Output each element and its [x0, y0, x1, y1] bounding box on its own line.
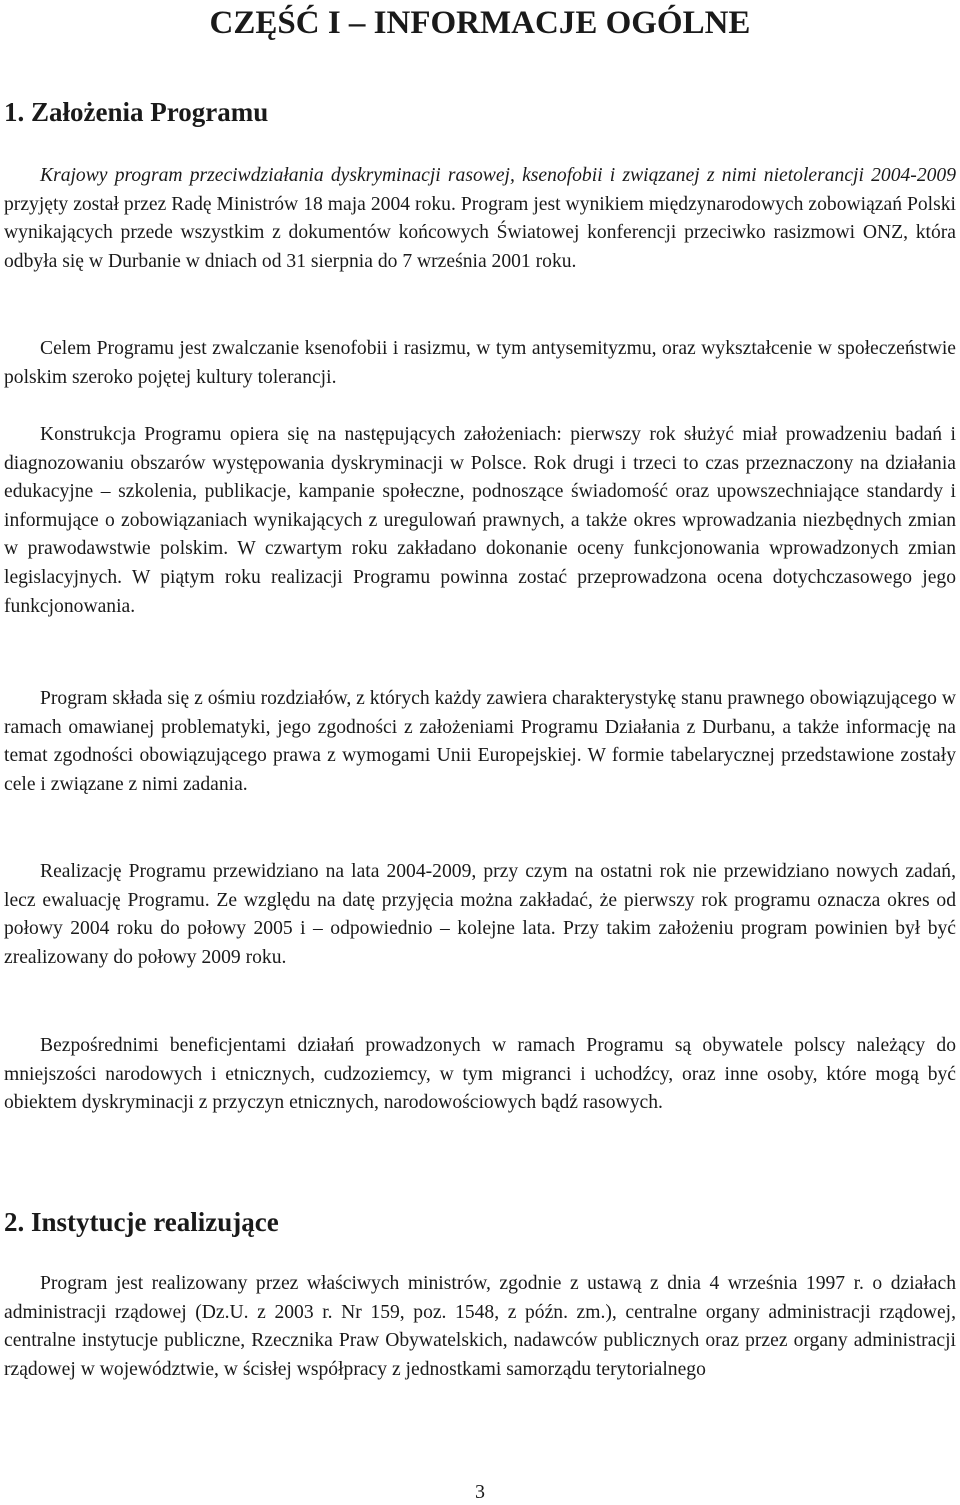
paragraph-institutions: Program jest realizowany przez właściwych ministrów, zgodnie z ustawą z dnia 4 września 1997 r. o działach administracji rządowej (Dz.U. z 2003 r. Nr 159, poz. 1548, z późn. zm.), centralne organy administracji rządowej, centralne instytucje publiczne, Rzecznika Praw Obywatelskich, nadawców publicznych oraz przez organy administracji rządowej w województwie, w ścisłej współpracy z jednostkami samorządu terytorialnego [4, 1273, 956, 1380]
paragraph-program-structure: Konstrukcja Programu opiera się na następujących założeniach: pierwszy rok służyć miał prowadzeniu badań i diagnozowaniu obszarów występowania dyskryminacji w Polsce. Rok drugi i trzeci to czas przeznaczony na działania edukacyjne – szkolenia, publikacje, kampanie społeczne, podnoszące świadomość oraz upowszechniające standardy i informujące o zobowiązaniach wynikających z uregulowań prawnych, a także okres wprowadzania niezbędnych zmian w prawodawstwie polskim. W czwartym roku zakładano dokonanie oceny funkcjonowania wprowadzonych zmian legislacyjnych. W piątym roku realizacji Programu powinna zostać przeprowadzona ocena dotychczasowego jego funkcjonowania. [4, 424, 956, 617]
paragraph-program-intro [4, 162, 956, 276]
paragraph-program-chapters: Program składa się z ośmiu rozdziałów, z których każdy zawiera charakterystykę stanu prawnego obowiązującego w ramach omawianej problematyki, jego zgodności z założeniami Programu Działania z Durbanu, a także informację na temat zgodności obowiązującego prawa z wymogami Unii Europejskiej. W formie tabelarycznej przedstawione zostały cele i związane z nimi zadania. [4, 688, 956, 795]
paragraph-text: przyjęty został przez Radę Ministrów 18 maja 2004 roku. Program jest wynikiem międzynarodowych zobowiązań Polski wynikających przede wszystkim z dokumentów końcowych Światowej konferencji przeciwko rasizmowi ONZ, która odbyła się w Durbanie w dniach od 31 sierpnia do 7 września 2001 roku. [4, 193, 956, 272]
section-heading-zalozenia: 1. Założenia Programu [4, 97, 269, 127]
program-title-italic: Krajowy program przeciwdziałania dyskryminacji rasowej, ksenofobii i związanej z nimi nietolerancji 2004-2009 [40, 165, 956, 186]
paragraph-program-goal: Celem Programu jest zwalczanie ksenofobii i rasizmu, w tym antysemityzmu, oraz wykształcenie w społeczeństwie polskim szeroko pojętej kultury tolerancji. [4, 338, 956, 388]
page-number: 3 [475, 1481, 485, 1503]
part-title: CZĘŚĆ I – INFORMACJE OGÓLNE [209, 5, 751, 41]
paragraph-program-beneficiaries: Bezpośrednimi beneficjentami działań prowadzonych w ramach Programu są obywatele polscy należący do mniejszości narodowych i etnicznych, cudzoziemcy, w tym migranci i uchodźcy, oraz inne osoby, które mogą być obiektem dyskryminacji z przyczyn etnicznych, narodowościowych bądź rasowych. [4, 1035, 956, 1114]
paragraph-program-timeline: Realizację Programu przewidziano na lata 2004-2009, przy czym na ostatni rok nie przewidziano nowych zadań, lecz ewaluację Programu. Ze względu na datę przyjęcia można zakładać, że pierwszy rok programu oznacza okres od połowy 2004 roku do połowy 2005 i – odpowiednio – kolejne lata. Przy takim założeniu program powinien był być zrealizowany do połowy 2009 roku. [4, 861, 956, 968]
section-heading-instytucje: 2. Instytucje realizujące [4, 1207, 279, 1237]
